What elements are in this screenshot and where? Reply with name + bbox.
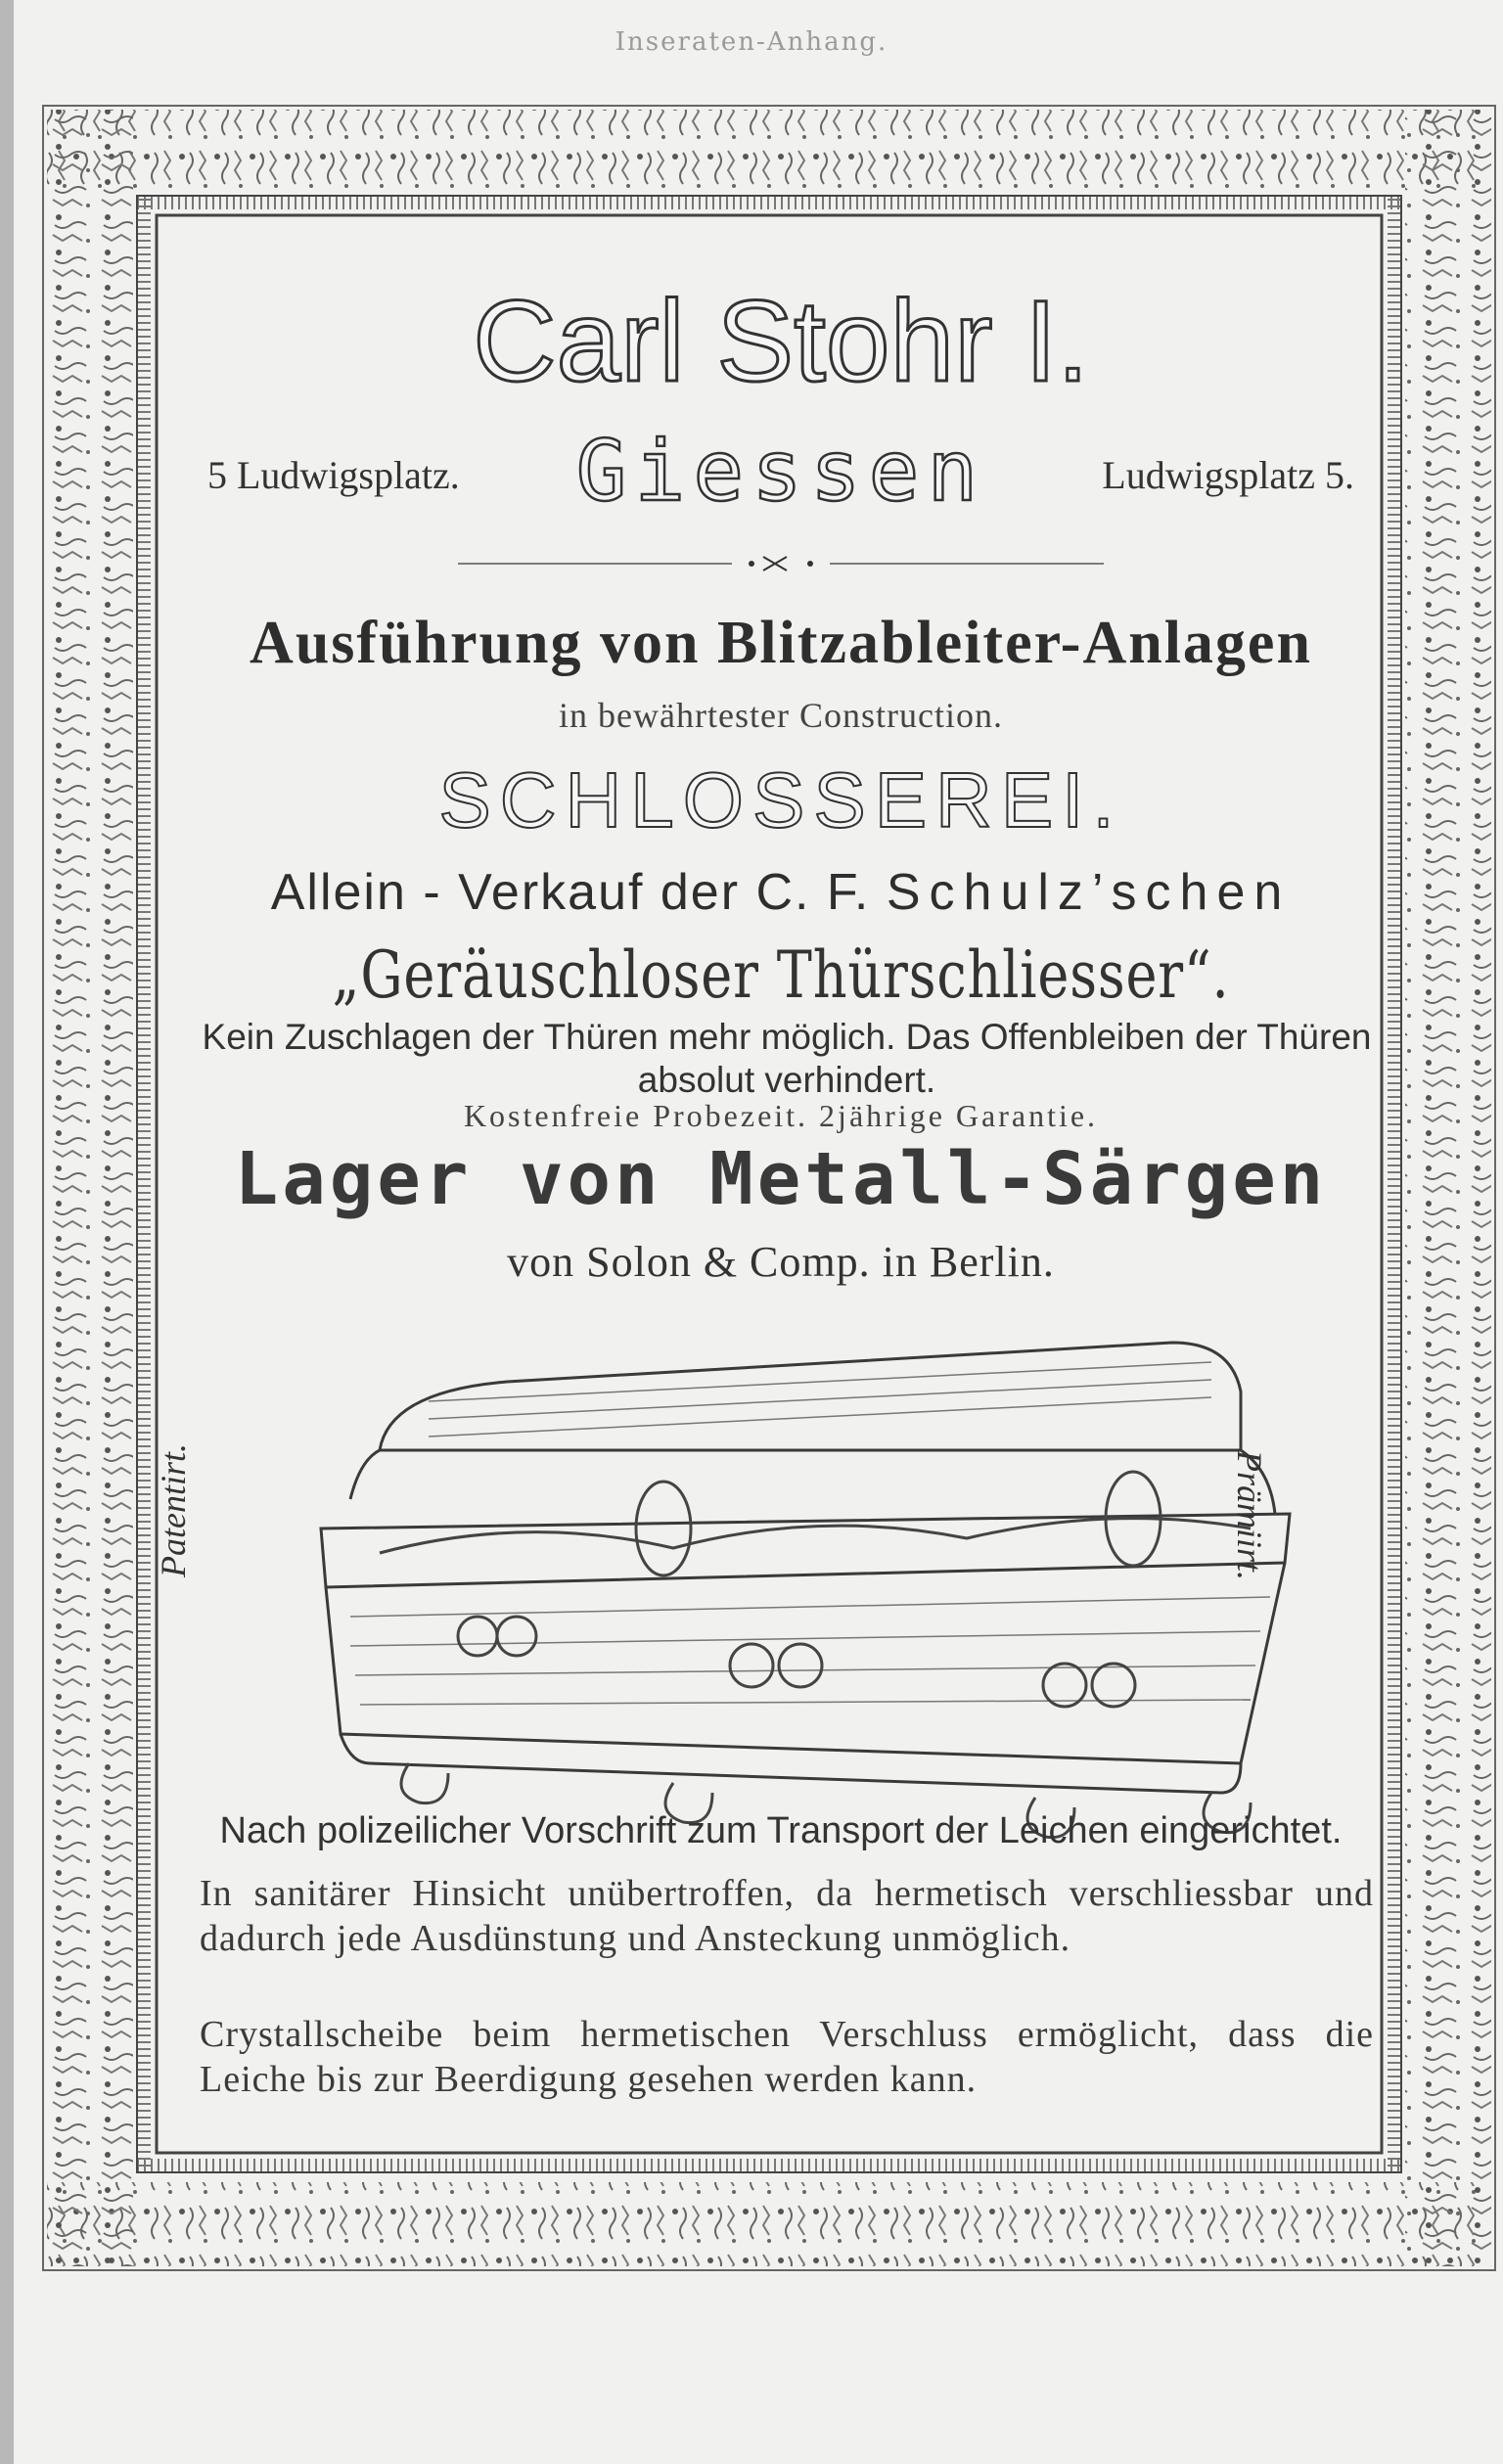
coffins-heading: Lager von Metall-Särgen — [234, 1137, 1328, 1221]
sale-prefix: Allein - Verkauf der C. F. — [270, 864, 871, 921]
glass-paragraph: Crystallscheibe beim hermetischen Verschluss ermöglicht, dass die Leiche bis zur Beerdigung gesehen werden kann. — [200, 2014, 1374, 2100]
service-heading: Ausführung von Blitzableiter-Anlagen — [250, 610, 1312, 676]
address-left: 5 Ludwigsplatz. — [207, 453, 460, 497]
awarded-label: Prämiirt. — [1230, 1450, 1269, 1581]
sale-line — [174, 863, 1388, 922]
coffin-illustration-icon — [233, 1303, 1319, 1861]
service-subheading: in bewährtester Construction. — [559, 696, 1003, 735]
trial-guarantee: Kostenfreie Probezeit. 2jährige Garantie. — [463, 1098, 1099, 1133]
company-name: Carl Stohr I. — [473, 277, 1089, 406]
smithy-heading: SCHLOSSEREI. — [438, 756, 1123, 844]
maker-line: von Solon & Comp. in Berlin. — [507, 1238, 1055, 1286]
product-name: „Geräuschloser Thürschliesser“. — [332, 937, 1230, 1013]
address-right: Ludwigsplatz 5. — [1102, 453, 1354, 497]
city-name: Giessen — [575, 423, 986, 521]
patented-label: Patentirt. — [154, 1443, 193, 1577]
feature-text: Kein Zuschlagen der Thüren mehr möglich. Das Offenbleiben der Thüren absolut verhindert. — [202, 1017, 1372, 1100]
fleuron-divider-icon — [458, 554, 1104, 573]
running-head: Inseraten-Anhang. — [615, 27, 888, 57]
sanitary-paragraph: In sanitärer Hinsicht unübertroffen, da hermetisch verschliessbar und dadurch jede Ausdünstung und Ansteckung unmöglich. — [200, 1873, 1374, 1959]
transport-caption: Nach polizeilicher Vorschrift zum Transport der Leichen eingerichtet. — [219, 1810, 1343, 1851]
advert-content — [154, 227, 1388, 2140]
sale-name: Schulz’schen — [886, 864, 1292, 921]
